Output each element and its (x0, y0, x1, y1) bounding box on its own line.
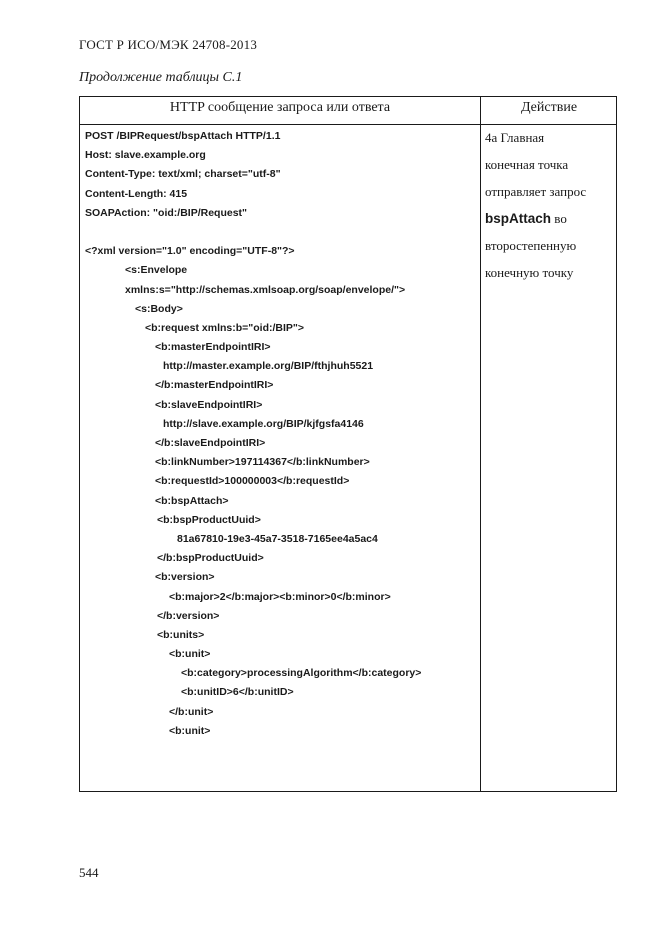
code-line: <b:bspProductUuid> (157, 513, 261, 526)
action-text-fragment: во (551, 211, 567, 226)
code-line: <b:request xmlns:b="oid:/BIP"> (145, 321, 305, 334)
column-header-message: HTTP сообщение запроса или ответа (169, 100, 391, 115)
code-line: </b:unit> (169, 705, 214, 718)
operation-name: bspAttach (485, 211, 552, 226)
code-line: <b:category>processingAlgorithm</b:category> (181, 667, 422, 680)
code-line: </b:masterEndpointIRI> (155, 379, 274, 392)
code-line: <b:slaveEndpointIRI> (155, 398, 263, 411)
code-line: <s:Body> (135, 302, 183, 315)
message-table (79, 96, 617, 792)
code-line: <b:bspAttach> (155, 494, 229, 507)
action-text-line (485, 205, 615, 232)
table-caption: Продолжение таблицы С.1 (79, 70, 243, 85)
code-line: POST /BIPRequest/bspAttach HTTP/1.1 (85, 130, 281, 142)
code-line: <b:units> (157, 628, 205, 641)
code-line: Content-Type: text/xml; charset="utf-8" (85, 168, 281, 181)
code-line: <b:masterEndpointIRI> (155, 341, 271, 354)
code-line: <b:requestId>100000003</b:requestId> (155, 475, 350, 488)
code-line: xmlns:s="http://schemas.xmlsoap.org/soap/envelope/"> (125, 283, 406, 296)
code-line: 81a67810-19e3-45a7-3518-7165ee4a5ac4 (177, 532, 378, 545)
code-line: <b:major>2</b:major><b:minor>0</b:minor> (169, 590, 391, 603)
action-text-line: 4a Главная (485, 130, 545, 145)
action-text-line: конечную точку (485, 265, 574, 280)
code-line: <b:unitID>6</b:unitID> (181, 686, 294, 699)
column-divider (480, 97, 481, 791)
action-cell (485, 124, 615, 286)
code-line: </b:bspProductUuid> (157, 552, 264, 565)
blank-line (85, 223, 475, 242)
http-message-cell (85, 127, 475, 741)
code-line: <b:version> (155, 571, 215, 584)
code-line: <b:unit> (169, 724, 211, 737)
action-text-line: конечная точка (485, 157, 569, 172)
action-text-line: отправляет запрос (485, 184, 587, 199)
code-line: <b:linkNumber>197114367</b:linkNumber> (155, 456, 370, 469)
action-text-line: второстепенную (485, 238, 577, 253)
code-line: http://slave.example.org/BIP/kjfgsfa4146 (163, 417, 364, 430)
code-line: http://master.example.org/BIP/fthjhuh5521 (163, 360, 374, 373)
code-line: </b:version> (157, 609, 220, 622)
code-line: SOAPAction: "oid:/BIP/Request" (85, 206, 248, 219)
code-line: <?xml version="1.0" encoding="UTF-8"?> (85, 245, 295, 258)
code-line: <b:unit> (169, 648, 211, 661)
code-line: Content-Length: 415 (85, 187, 188, 200)
code-line: Host: slave.example.org (85, 149, 206, 162)
document-standard-header: ГОСТ Р ИСО/МЭК 24708-2013 (79, 37, 258, 52)
page-number: 544 (79, 865, 99, 880)
code-line: <s:Envelope (125, 264, 188, 277)
column-header-action: Действие (520, 100, 578, 115)
code-line: </b:slaveEndpointIRI> (155, 437, 266, 449)
